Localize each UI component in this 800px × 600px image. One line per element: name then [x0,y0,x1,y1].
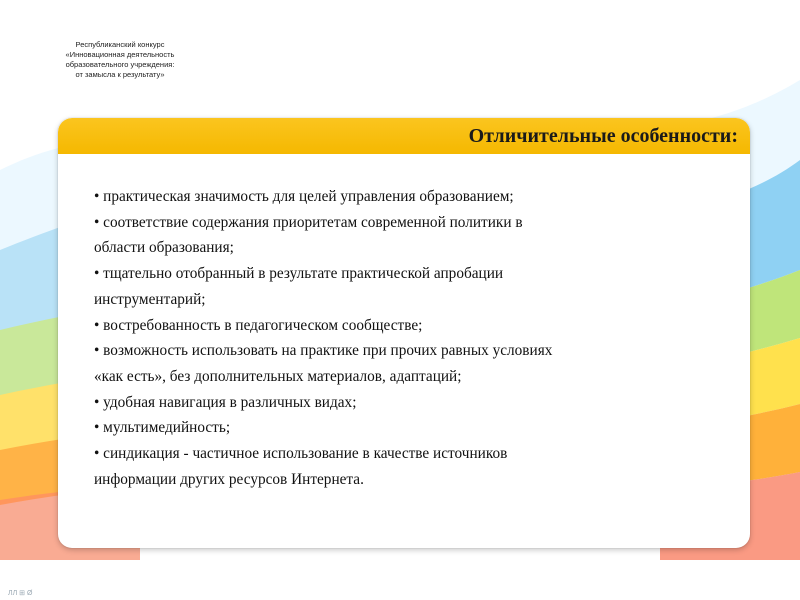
list-item: • практическая значимость для целей управления образованием; [94,188,514,205]
contest-line-3: образовательного учреждения: [65,60,175,69]
card-header-bar [58,118,750,154]
contest-line-2: «Инновационная деятельность [65,50,175,59]
list-item: • тщательно отобранный в результате практической апробации [94,265,504,283]
list-item-continuation: инструментарий; [94,290,206,308]
list-item: • мультимедийность; [94,419,231,437]
list-item: • удобная навигация в различных видах; [94,393,357,411]
contest-line-4: от замысла к результату» [75,70,165,79]
list-item: • синдикация - частичное использование в качестве источников [94,445,508,463]
card-title: Отличительные особенности: [468,125,738,147]
svg-text:ЛЛ ⊞ Ø: ЛЛ ⊞ Ø [8,590,33,597]
list-item-continuation: «как есть», без дополнительных материалов, адаптаций; [94,367,462,385]
features-list [94,184,714,492]
features-card [58,118,750,548]
contest-line-1: Республиканский конкурс [75,40,165,49]
contest-header [40,40,200,80]
list-item-continuation: области образования; [94,239,234,257]
list-item: • соответствие содержания приоритетам современной политики в [94,213,523,231]
list-item-continuation: информации других ресурсов Интернета. [94,470,364,488]
list-item: • востребованность в педагогическом сообществе; [94,316,423,334]
list-item: • возможность использовать на практике при прочих равных условиях [94,342,553,360]
